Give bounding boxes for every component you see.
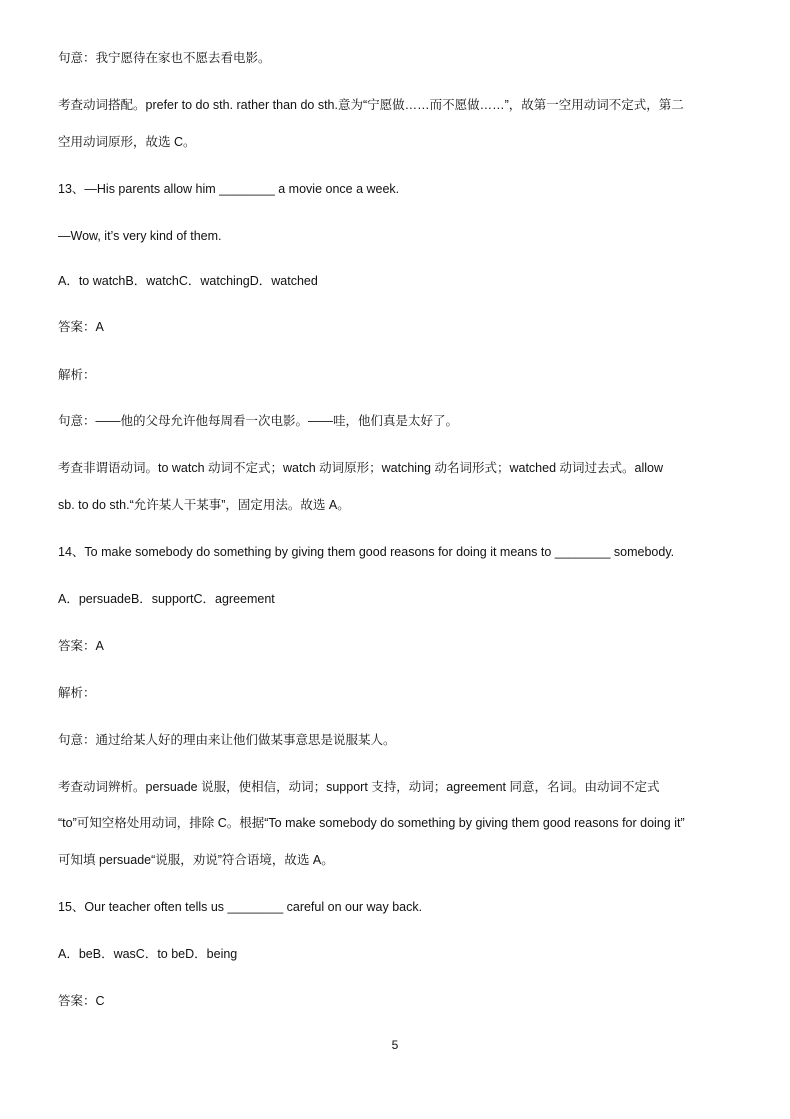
answer-13: 答案：A [58,320,104,334]
text-line: 句意：通过给某人好的理由来让他们做某事意思是说服某人。 [58,733,396,747]
text-line: —Wow, it’s very kind of them. [58,229,222,243]
question-15: 15、Our teacher often tells us ________ careful on our way back. [58,900,423,914]
answer-14: 答案：A [58,639,104,653]
text-line: 考查动词搭配。prefer to do sth. rather than do sth.意为“宁愿做……而不愿做……”，故第一空用动词不定式，第二 [58,98,684,112]
text-line: 句意：——他的父母允许他每周看一次电影。——哇，他们真是太好了。 [58,414,459,428]
text-line: sb. to do sth.“允许某人干某事”，固定用法。故选 A。 [58,498,350,512]
text-line: 空用动词原形，故选 C。 [58,135,196,149]
analysis-label-14: 解析： [58,686,96,700]
text-line: 可知填 persuade“说服，劝说”符合语境，故选 A。 [58,853,334,867]
text-line: 考查动词辨析。persuade 说服，使相信，动词；support 支持，动词；agreement 同意，名词。由动词不定式 [58,780,660,794]
text-line: “to”可知空格处用动词，排除 C。根据“To make somebody do something by giving them good reasons for doing it” [58,816,685,830]
options-14: A．persuadeB．supportC．agreement [58,592,275,606]
analysis-label-13: 解析： [58,368,96,382]
options-15: A．beB．wasC．to beD．being [58,947,238,961]
text-line: 考查非谓语动词。to watch 动词不定式；watch 动词原形；watching 动名词形式；watched 动词过去式。allow [58,461,663,475]
answer-15: 答案：C [58,994,105,1008]
question-13: 13、—His parents allow him ________ a movie once a week. [58,182,400,196]
text-line: 句意：我宁愿待在家也不愿去看电影。 [58,51,271,65]
options-13: A．to watchB．watchC．watchingD．watched [58,274,318,288]
question-14: 14、To make somebody do something by giving them good reasons for doing it means to ________ somebody. [58,545,675,559]
page-number: 5 [391,1038,399,1052]
